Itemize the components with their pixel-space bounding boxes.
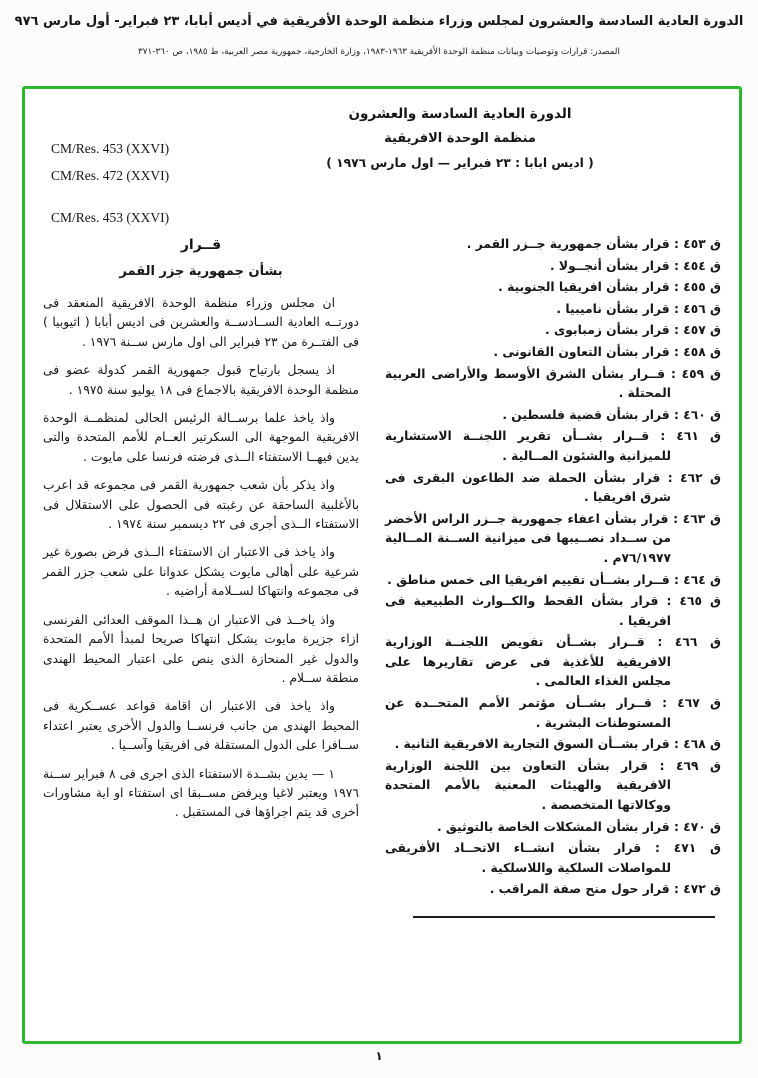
toc-item xyxy=(385,343,721,363)
toc-item-number: ق ٤٦٣ : xyxy=(673,511,721,526)
toc-item-text: قرار بشأن انشــاء الاتحــاد الأفريقى للمواصلات السلكية واللاسلكية . xyxy=(385,841,671,875)
session-title-line1: الدورة العادية السادسة والعشرون xyxy=(348,106,572,122)
resolution-paragraph: ان مجلس وزراء منظمة الوحدة الافريقية المنعقد فى دورتــه العادية الســادســة والعشرين فى اديس أبابا ( اثيوبيا ) فى الفتــرة من ٢٣ فبراير الى اول مارس ســنة ١٩٧٦ . xyxy=(43,296,359,349)
resolution-subtitle: بشأن جمهورية جزر القمر xyxy=(119,264,283,279)
toc-item-text: قرار بشأن القحط والكــوارث الطبيعية فى افريقيا . xyxy=(385,594,671,628)
resolution-paragraph: ١ — يدين بشــدة الاستفتاء الذى اجرى فى ٨ فبراير ســنة ١٩٧٦ ويعتبر لاغيا ويرفض مســبقا اى استفتاء او اية مشاورات أخرى قد يتم اجراؤها فى المستقبل . xyxy=(43,766,359,820)
toc-item xyxy=(385,321,721,341)
toc-item xyxy=(385,571,721,591)
ref-first: CM/Res. 453 (XXVI) xyxy=(51,141,170,156)
session-title-line3: ( اديس ابابا : ٢٣ فبراير — اول مارس ١٩٧٦ ) xyxy=(326,156,594,170)
toc-item-text: قــرار بشــأن تفويض اللجنــة الوزارية الافريقية للأغذية فى عرض تقاريرها على مجلس الغذاء العالمى . xyxy=(385,635,671,689)
toc-item-number: ق ٤٥٩ : xyxy=(670,366,722,381)
toc-item-text: قرار بشأن التعاون بين اللجنة الوزارية الافريقية والهيئات المعنية بالأمم المتحدة ووكالاتها المتخصصة . xyxy=(385,758,671,813)
toc-item-number: ق ٤٦١ : xyxy=(660,429,722,444)
toc-item-text: قرار بشأن المشكلات الخاصة بالتوثيق . xyxy=(436,819,670,834)
toc-item-text: قــرار بشــأن تقرير اللجنــة الاستشارية للميزانية والشئون المــالية . xyxy=(385,429,671,463)
toc-item-number: ق ٤٥٦ : xyxy=(673,301,721,316)
toc-item-text: قرار بشــأن السوق التجارية الافريقية الثانية . xyxy=(394,737,670,752)
resolution-paragraph: واذ ياخذ علما برســالة الرئيس الحالى لمنظمــة الوحدة الافريقية الموجهة الى السكرتير العــام للأمم المتحدة والتى يدين فيهــا الاستفتاء الــذى فرضته فرنسا على مايوت . xyxy=(43,411,359,464)
session-title-line2: منظمة الوحدة الافريقية xyxy=(384,131,536,146)
toc-item-number: ق ٤٥٨ : xyxy=(673,344,721,359)
toc-item-number: ق ٤٦٢ : xyxy=(667,470,722,485)
toc-item-text: قــرار بشأن الشرق الأوسط والأراضى العربية المحتلة . xyxy=(385,366,671,401)
page-header-line: الدورة العادية السادسة والعشرون لمجلس وزراء منظمة الوحدة الأفريقية في أديس أبابا، ٢٣ فبراير- أول مارس ٩٧٦ xyxy=(14,14,744,29)
toc-item xyxy=(385,818,721,838)
session-title-block xyxy=(293,106,627,170)
toc-item xyxy=(385,235,721,255)
resolution-column xyxy=(43,235,359,1033)
toc-item xyxy=(385,427,721,466)
toc-item-number: ق ٤٧٠ : xyxy=(673,819,721,834)
resolution-paragraph: واذ ياخــذ فى الاعتبار ان هــذا الموقف العدائى الفرنسى ازاء جزيرة مايوت يشكل انتهاكا صريحا لمبدأ الأمم المتحدة والدول غير المنحازة الذى ينص على اعتبار المحيط الهندى منطقة ســلام . xyxy=(43,612,359,685)
toc-item-text: قرار حول منح صفة المراقب . xyxy=(489,882,670,897)
resolution-title: قــرار xyxy=(180,237,222,253)
toc-item xyxy=(385,406,721,426)
resolution-paragraph: واذ ياخذ فى الاعتبار ان الاستفتاء الــذى فرض بصورة غير شرعية على أهالى مايوت يشكل عدوانا على شعب جزر القمر فى مجموعه وانتهاكا لســلامة أراضيه . xyxy=(43,545,359,599)
toc-item-text: قرار بشأن جمهورية جــزر القمر . xyxy=(466,237,670,251)
resolution-paragraph: اذ يسجل بارتياح قبول جمهورية القمر كدولة عضو فى منظمة الوحدة الافريقية بالاجماع فى ١٨ يوليو سنة ١٩٧٥ . xyxy=(43,363,359,397)
toc-item-text: قرار بشأن أنجــولا . xyxy=(549,258,670,273)
toc-column xyxy=(385,235,721,1033)
toc-item xyxy=(385,278,721,298)
toc-item xyxy=(385,469,721,508)
toc-item xyxy=(385,839,721,878)
toc-item-number: ق ٤٦٧ : xyxy=(662,696,722,711)
toc-item xyxy=(385,880,721,900)
ref-current: CM/Res. 453 (XXVI) xyxy=(51,210,170,225)
toc-item xyxy=(385,257,721,277)
page-number: ١ xyxy=(375,1049,383,1063)
toc-item xyxy=(385,592,721,631)
toc-item-number: ق ٤٥٧ : xyxy=(673,323,721,338)
document-frame xyxy=(22,86,742,1044)
source-citation: المصدر: قرارات وتوصيات وبيانات منظمة الوحدة الأفريقية ١٩٦٣-١٩٨٣، وزارة الخارجية، جمهورية مصر العربية، ط ١٩٨٥، ص ٣٦٠-٣٧١ xyxy=(138,47,620,57)
toc-item xyxy=(385,757,721,816)
content-columns xyxy=(43,235,721,1033)
toc-item-text: قــرار بشــأن تقييم افريقيا الى خمس مناطق . xyxy=(387,572,670,587)
toc-item-number: ق ٤٧١ : xyxy=(655,841,722,856)
toc-item-text: قرار بشأن اعفاء جمهورية جــزر الراس الأخضر من ســداد نصــيبها فى ميزانية الســنة المــالية ٧٦/١٩٧٧م . xyxy=(385,511,671,565)
toc-item-text: قرار بشأن الحملة ضد الطاعون البقرى فى شرق افريقيا . xyxy=(385,470,671,505)
resolution-refs xyxy=(51,135,169,189)
toc-item-number: ق ٤٥٥ : xyxy=(673,280,721,295)
toc-item-text: قرار بشأن ناميبيا . xyxy=(556,301,670,316)
toc-item xyxy=(385,365,721,404)
toc-item-text: قرار بشأن التعاون القانونى . xyxy=(493,344,670,359)
toc-item xyxy=(385,633,721,692)
toc-item-text: قرار بشأن زمبابوى . xyxy=(545,323,670,338)
toc-item-number: ق ٤٦٠ : xyxy=(673,407,721,422)
toc-item-text: قرار بشأن افريقيا الجنوبية . xyxy=(498,280,670,295)
toc-item-text: قرار بشأن قضية فلسطين . xyxy=(502,407,670,422)
toc-item xyxy=(385,735,721,755)
toc-item-number: ق ٤٧٢ : xyxy=(673,882,721,897)
toc-item-number: ق ٤٥٣ : xyxy=(673,237,721,251)
ref-last: CM/Res. 472 (XXVI) xyxy=(51,168,170,183)
resolution-paragraph: واذ ياخذ فى الاعتبار ان اقامة قواعد عســكرية فى المحيط الهندى من جانب فرنســا والدول الأخرى يعتبر اعتداء ســافرا على الدول المستقلة فى افريقيا وآســيا . xyxy=(43,699,359,753)
toc-item-text: قــرار بشــأن مؤتمر الأمم المتحــدة عن المستوطنات البشرية . xyxy=(385,696,671,730)
toc-item-number: ق ٤٦٤ : xyxy=(673,572,721,587)
toc-item-number: ق ٤٦٩ : xyxy=(659,758,721,773)
toc-item-number: ق ٤٦٨ : xyxy=(673,737,721,752)
toc-separator-line xyxy=(413,916,715,918)
toc-item xyxy=(385,694,721,733)
toc-item-number: ق ٤٥٤ : xyxy=(673,258,721,273)
toc-item xyxy=(385,510,721,569)
resolution-paragraph: واذ يذكر بأن شعب جمهورية القمر فى مجموعه قد اعرب بالأغلبية الساحقة عن رغبته فى الحصول على الاستقلال فى الاستفتاء الــذى أجرى فى ٢٢ ديسمبر سنة ١٩٧٤ . xyxy=(43,478,359,532)
toc-item-number: ق ٤٦٥ : xyxy=(666,594,722,609)
toc-item xyxy=(385,300,721,320)
toc-item-number: ق ٤٦٦ : xyxy=(657,635,722,650)
